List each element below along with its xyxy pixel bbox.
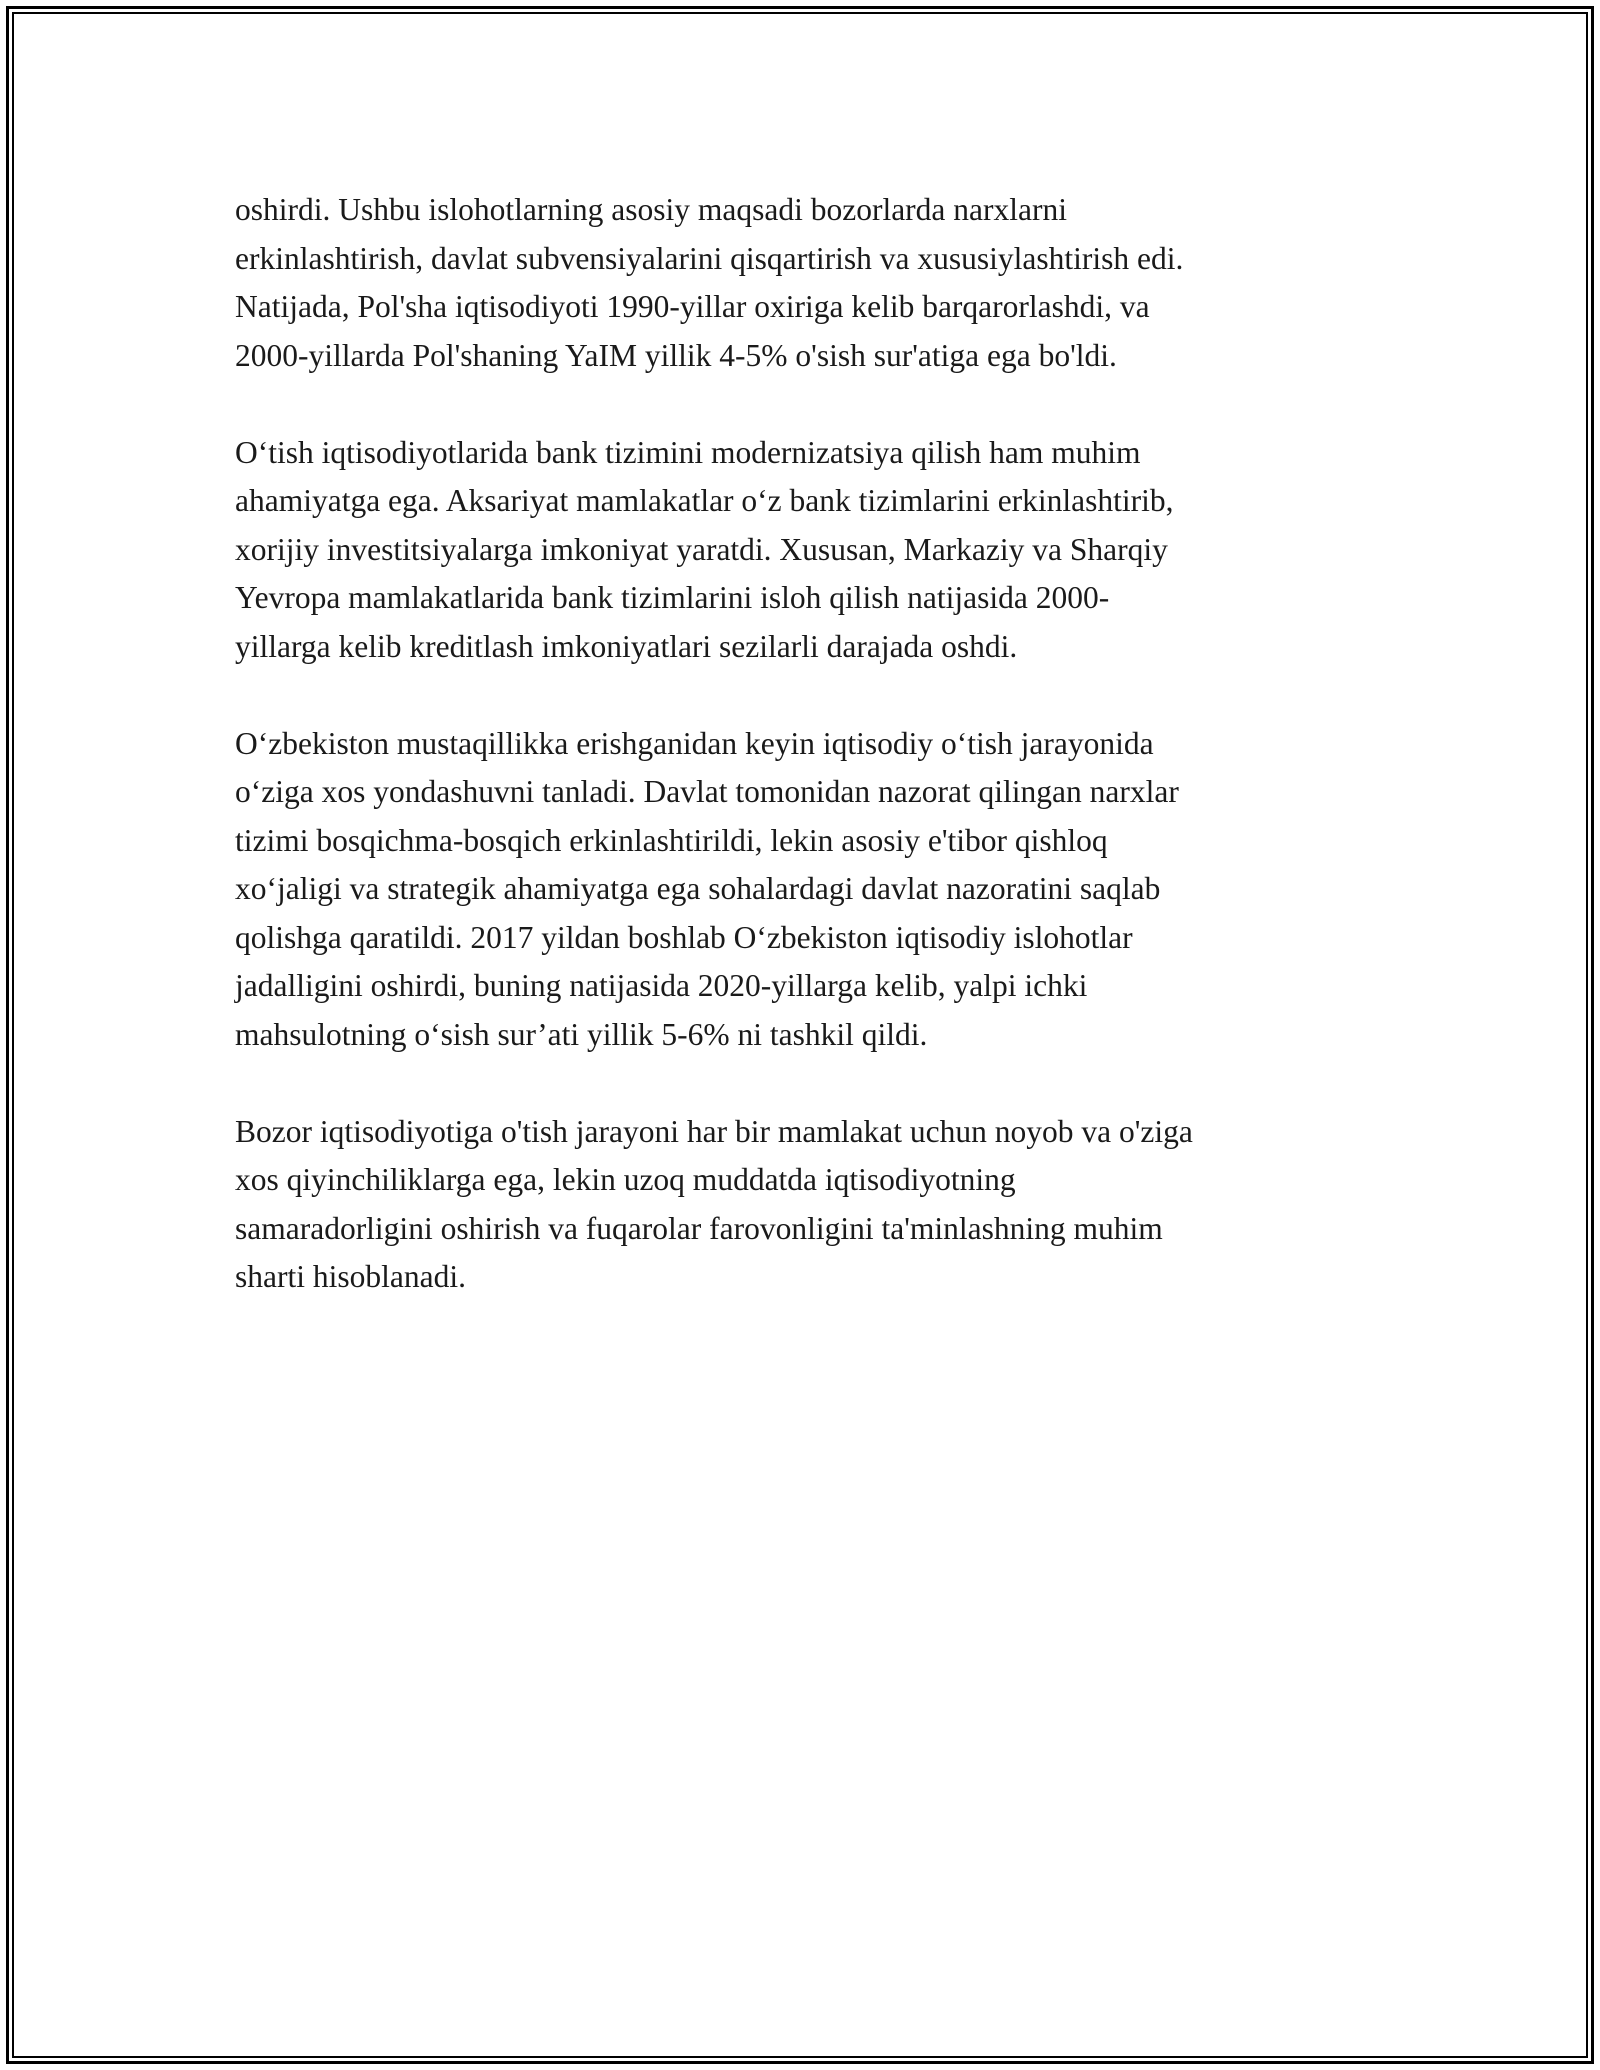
paragraph-uzbekistan-transition: O‘zbekiston mustaqillikka erishganidan keyin iqtisodiy o‘tish jarayonida o‘ziga xos yondashuvni tanladi. Davlat tomonidan nazorat qilingan narxlar tizimi bosqichma-bosqich erkinlashtirildi, lekin asosiy e'tibor qishloq xo‘jaligi va strategik ahamiyatga ega sohalardagi davlat nazoratini saqlab qolishga qaratildi. 2017 yildan boshlab O‘zbekiston iqtisodiy islohotlar jadalligini oshirdi, buning natijasida 2020-yillarga kelib, yalpi ichki mahsulotning o‘sish sur’ati yillik 5-6% ni tashkil qildi. — [235, 725, 1179, 1052]
paragraph-conclusion: Bozor iqtisodiyotiga o'tish jarayoni har bir mamlakat uchun noyob va o'ziga xos qiyinchiliklarga ega, lekin uzoq muddatda iqtisodiyotning samaradorligini oshirish va fuqarolar farovonligini ta'minlashning muhim sharti hisoblanadi. — [235, 1113, 1193, 1294]
paragraph-poland-reforms: oshirdi. Ushbu islohotlarning asosiy maqsadi bozorlarda narxlarni erkinlashtirish, davlat subvensiyalarini qisqartirish va xususiylashtirish edi. Natijada, Pol'sha iqtisodiyoti 1990-yillar oxiriga kelib barqarorlashdi, va 2000-yillarda Pol'shaning YaIM yillik 4-5% o'sish sur'atiga ega bo'ldi. — [235, 192, 1184, 373]
paragraph-banking-modernization: O‘tish iqtisodiyotlarida bank tizimini modernizatsiya qilish ham muhim ahamiyatga ega. Aksariyat mamlakatlar o‘z bank tizimlarini erkinlashtirib, xorijiy investitsiyalarga imkoniyat yaratdi. Xususan, Markaziy va Sharqiy Yevropa mamlakatlarida bank tizimlarini isloh qilish natijasida 2000- yillarga kelib kreditlash imkoniyatlari sezilarli darajada oshdi. — [235, 434, 1174, 664]
document-body — [235, 186, 1365, 1302]
